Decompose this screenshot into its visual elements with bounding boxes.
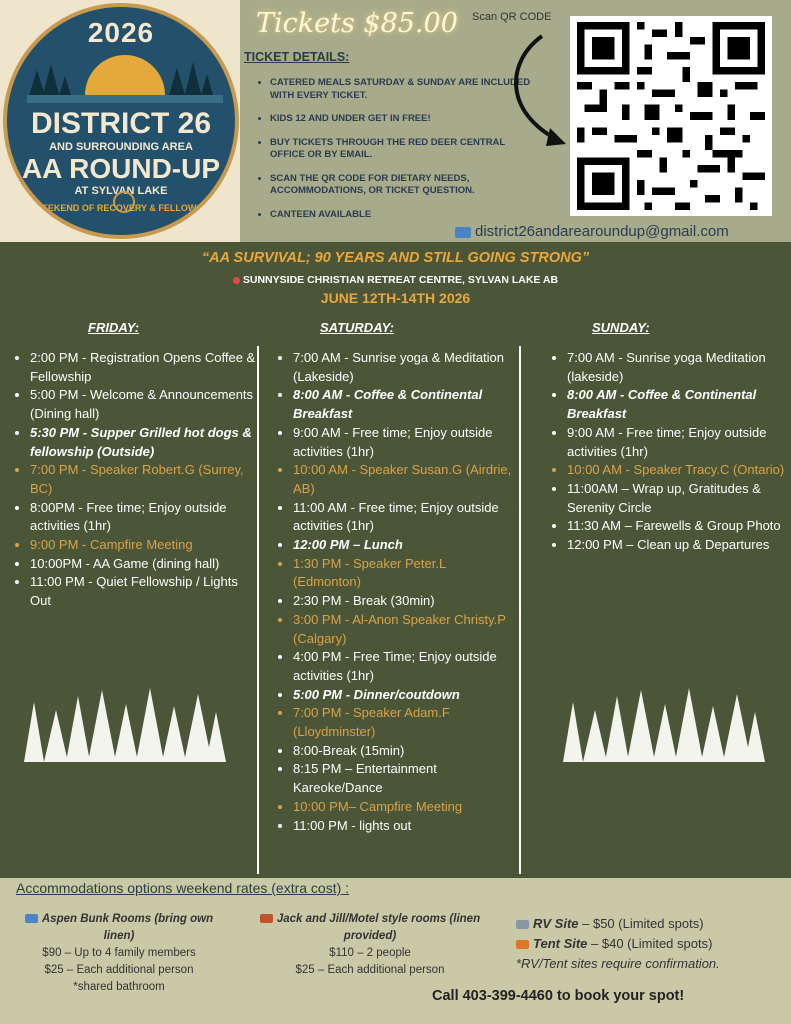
schedule-item: • 12:00 PM – Lunch — [293, 536, 513, 555]
contact-email[interactable] — [455, 223, 729, 240]
schedule-item: • 8:00PM - Free time; Enjoy outside activities (1hr) — [30, 499, 262, 536]
rv-site-label: RV Site — [533, 916, 579, 931]
logo-year: 2026 — [87, 17, 155, 48]
camping-block — [516, 914, 720, 974]
qr-code[interactable] — [570, 16, 772, 216]
saturday-schedule — [281, 349, 513, 835]
schedule-item: • 10:00 AM - Speaker Tracy.C (Ontario) — [567, 461, 787, 480]
schedule-item: • 5:00 PM - Welcome & Announcements (Dining hall) — [30, 386, 262, 423]
logo-name: AA ROUND-UP — [21, 153, 221, 184]
schedule-item: • 2:30 PM - Break (30min) — [293, 592, 513, 611]
tent-icon — [516, 940, 529, 949]
sunday-schedule — [555, 349, 787, 555]
motel-rooms-heading — [254, 911, 486, 945]
schedule-item: • 9:00 PM - Campfire Meeting — [30, 536, 262, 555]
schedule-item: • 1:30 PM - Speaker Peter.L (Edmonton) — [293, 555, 513, 592]
logo-area — [0, 0, 240, 242]
booking-phone: Call 403-399-4460 to book your spot! — [432, 988, 685, 1004]
schedule-item: • 9:00 AM - Free time; Enjoy outside activities (1hr) — [293, 424, 513, 461]
friday-heading: FRIDAY: — [88, 320, 140, 335]
bunk-rooms-block — [20, 911, 218, 996]
tent-site-price: – $40 (Limited spots) — [587, 936, 713, 951]
schedule-item: • 7:00 AM - Sunrise yoga Meditation (lakeside) — [567, 349, 787, 386]
ticket-price: Tickets $85.00 — [256, 8, 458, 39]
schedule-item: • 10:00 PM– Campfire Meeting — [293, 798, 513, 817]
schedule-item: • 3:00 PM - Al-Anon Speaker Christy.P (Calgary) — [293, 611, 513, 648]
saturday-heading: SATURDAY: — [320, 320, 394, 335]
lake-graphic — [27, 95, 223, 103]
ticket-detail: • BUY TICKETS THROUGH THE RED DEER CENTRAL OFFICE OR BY EMAIL. — [270, 137, 540, 162]
bunk-rooms-line: *shared bathroom — [73, 981, 165, 993]
schedule-item: • 5:00 PM - Dinner/coutdown — [293, 686, 513, 705]
motel-rooms-line: $25 – Each additional person — [295, 964, 445, 976]
schedule-item: • 5:30 PM - Supper Grilled hot dogs & fellowship (Outside) — [30, 424, 262, 461]
logo-title: DISTRICT 26 — [30, 107, 212, 140]
motel-rooms-heading-text: Jack and Jill/Motel style rooms (linen provided) — [276, 913, 481, 942]
schedule-item: • 11:30 AM – Farewells & Group Photo — [567, 517, 787, 536]
ticket-detail: • CATERED MEALS SATURDAY & SUNDAY ARE INCLUDED WITH EVERY TICKET. — [270, 77, 540, 102]
logo-location: AT SYLVAN LAKE — [74, 185, 168, 197]
schedule-item: • 8:00 AM - Coffee & Continental Breakfast — [293, 386, 513, 423]
schedule-item: • 8:00 AM - Coffee & Continental Breakfast — [567, 386, 787, 423]
schedule-item: • 9:00 AM - Free time; Enjoy outside activities (1hr) — [567, 424, 787, 461]
email-address[interactable]: district26andarearoundup@gmail.com — [475, 223, 729, 240]
rv-site-price: – $50 (Limited spots) — [578, 916, 704, 931]
schedule-item: • 11:00 AM - Free time; Enjoy outside activities (1hr) — [293, 499, 513, 536]
logo-subtitle: AND SURROUNDING AREA — [49, 141, 193, 153]
schedule-item: • 7:00 AM - Sunrise yoga & Meditation (Lakeside) — [293, 349, 513, 386]
schedule-item: • 8:00-Break (15min) — [293, 742, 513, 761]
tent-site-label: Tent Site — [533, 936, 588, 951]
rv-site-row — [516, 914, 720, 934]
schedule-item: • 11:00 PM - lights out — [293, 817, 513, 836]
friday-schedule — [18, 349, 262, 611]
schedule-item: • 4:00 PM - Free Time; Enjoy outside activities (1hr) — [293, 648, 513, 685]
schedule-item: • 7:00 PM - Speaker Robert.G (Surrey, BC) — [30, 461, 262, 498]
ticket-detail: • CANTEEN AVAILABLE — [270, 209, 540, 222]
column-divider — [519, 346, 521, 874]
schedule-item: • 10:00PM - AA Game (dining hall) — [30, 555, 262, 574]
camping-note: *RV/Tent sites require confirmation. — [516, 956, 720, 971]
event-theme: “AA SURVIVAL; 90 YEARS AND STILL GOING STRONG” — [201, 250, 590, 266]
schedule-item: • 12:00 PM – Clean up & Departures — [567, 536, 787, 555]
accommodations-title: Accommodations options weekend rates (extra cost) : — [16, 880, 350, 896]
event-logo — [3, 3, 239, 239]
scan-label: Scan QR CODE — [472, 11, 552, 23]
bunk-rooms-heading — [20, 911, 218, 945]
bed-icon — [25, 914, 38, 923]
bunk-rooms-line: $90 – Up to 4 family members — [42, 947, 196, 959]
qr-code-pattern — [576, 22, 766, 210]
schedule-item: • 8:15 PM – Entertainment Kareoke/Dance — [293, 760, 513, 797]
hotel-icon — [260, 914, 273, 923]
pine-trees-graphic — [561, 688, 765, 764]
rv-icon — [516, 920, 529, 929]
schedule-item: • 11:00AM – Wrap up, Gratitudes & Serenity Circle — [567, 480, 787, 517]
column-divider — [257, 346, 259, 874]
schedule-item: • 11:00 PM - Quiet Fellowship / Lights Out — [30, 573, 262, 610]
pine-trees-graphic — [22, 688, 226, 764]
event-venue — [0, 274, 791, 286]
curved-arrow-icon — [500, 32, 568, 150]
schedule-item: • 10:00 AM - Speaker Susan.G (Airdrie, AB) — [293, 461, 513, 498]
ticket-detail: • KIDS 12 AND UNDER GET IN FREE! — [270, 113, 540, 126]
ticket-details-list — [258, 77, 540, 232]
event-dates: JUNE 12TH-14TH 2026 — [320, 290, 471, 306]
logo-tagline: A WEEKEND OF RECOVERY & FELLOWSHIP — [24, 203, 218, 213]
location-pin-icon — [233, 277, 240, 284]
schedule-item: • 2:00 PM - Registration Opens Coffee & Fellowship — [30, 349, 262, 386]
tent-site-row — [516, 934, 720, 954]
ticket-details-title: TICKET DETAILS: — [244, 50, 350, 64]
schedule-item: • 7:00 PM - Speaker Adam.F (Lloydminster) — [293, 704, 513, 741]
ticket-detail: • SCAN THE QR CODE FOR DIETARY NEEDS, ACCOMMODATIONS, OR TICKET QUESTION. — [270, 173, 540, 198]
bunk-rooms-line: $25 – Each additional person — [44, 964, 194, 976]
motel-rooms-block — [254, 911, 486, 979]
email-icon — [455, 227, 471, 238]
bunk-rooms-heading-text: Aspen Bunk Rooms (bring own linen) — [41, 913, 214, 942]
motel-rooms-line: $110 – 2 people — [329, 947, 411, 959]
sunday-heading: SUNDAY: — [592, 320, 650, 335]
venue-text: SUNNYSIDE CHRISTIAN RETREAT CENTRE, SYLVAN LAKE AB — [242, 274, 559, 286]
